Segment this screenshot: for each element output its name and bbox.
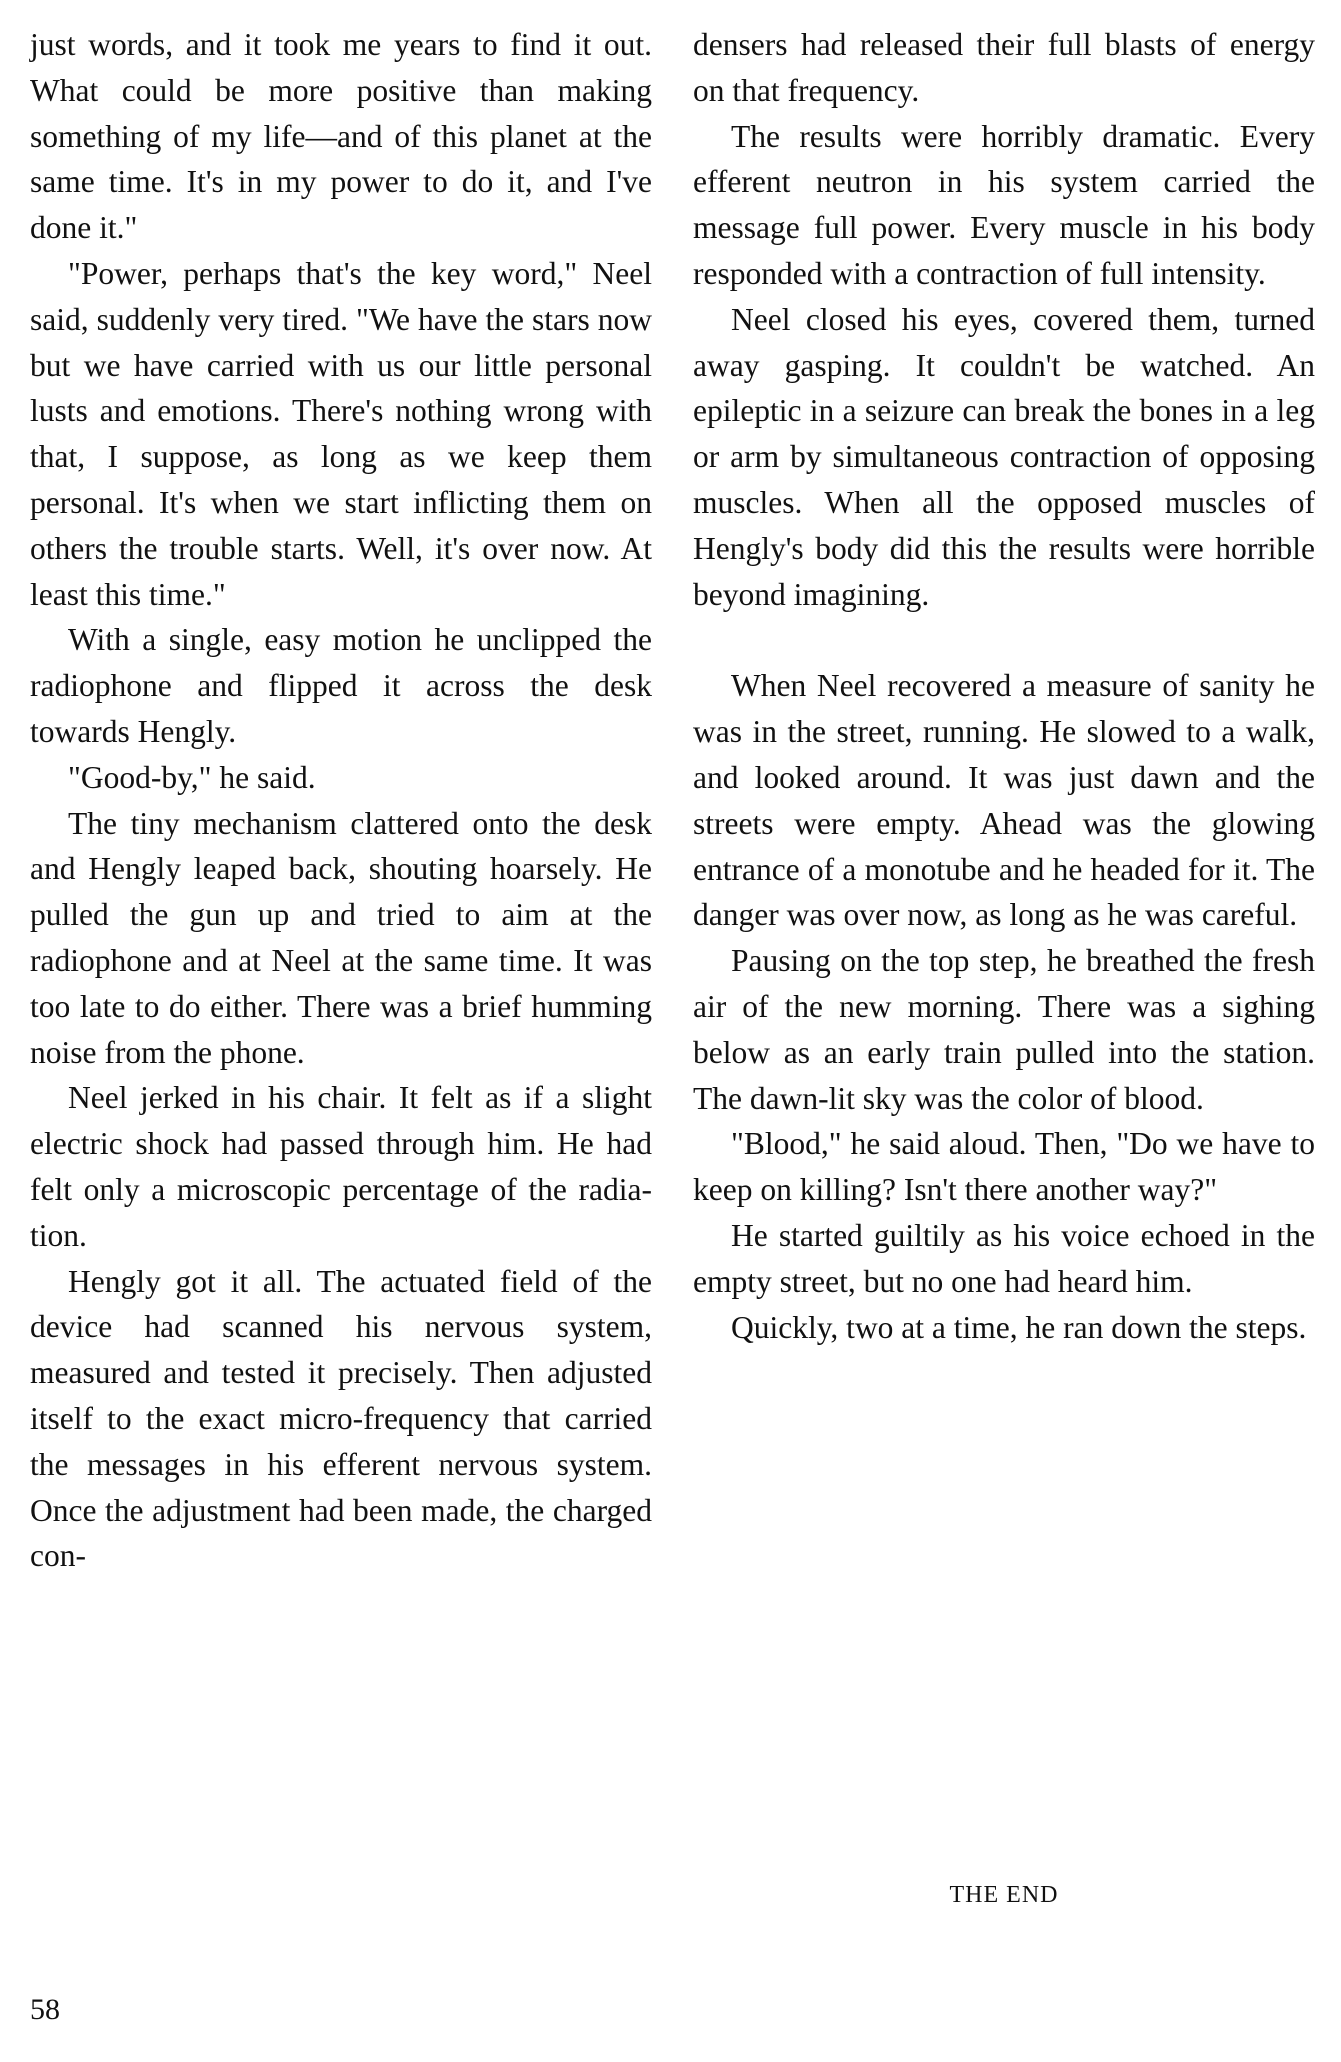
paragraph: The tiny mechanism clattered onto the desk and Hengly leaped back, shouting hoarsely. He pulled the gun up and tried to aim at the radiophone and at Neel at the same time. It was too late to do either. There was a brief humming noise from the phone.	[30, 805, 652, 1070]
paragraph: "Good-by," he said.	[68, 759, 316, 795]
paragraph: He started guiltily as his voice echoed in the empty street, but no one had heard him.	[693, 1217, 1315, 1299]
paragraph: Neel closed his eyes, covered them, turned away gasping. It couldn't be watched. An epileptic in a seizure can break the bones in a leg or arm by simultaneous contraction of opposing muscles. When all the opposed muscles of Hengly's body did this the results were horrible beyond imagining.	[693, 301, 1315, 612]
right-text-column	[693, 22, 1315, 1350]
paragraph: "Power, perhaps that's the key word," Neel said, suddenly very tired. "We have the stars now but we have carried with us our little personal lusts and emotions. There's nothing wrong with that, I suppose, as long as we keep them personal. It's when we start inflicting them on others the trouble starts. Well, it's over now. At least this time."	[30, 255, 652, 612]
page-number: 58	[30, 1993, 60, 2026]
paragraph: densers had released their full blasts of energy on that frequency.	[693, 27, 1315, 108]
paragraph: Neel jerked in his chair. It felt as if a slight electric shock had passed through him. He had felt only a microscopic percentage of the radiation.	[30, 1080, 652, 1253]
paragraph: "Blood," he said aloud. Then, "Do we have to keep on killing? Isn't there another way?"	[693, 1126, 1315, 1208]
paragraph: Pausing on the top step, he breathed the fresh air of the new morning. There was a sighing below as an early train pulled into the station. The dawn-lit sky was the color of blood.	[693, 943, 1315, 1116]
paragraph: When Neel recovered a measure of sanity he was in the street, running. He slowed to a walk, and looked around. It was just dawn and the streets were empty. Ahead was the glowing entrance of a monotube and he headed for it. The danger was over now, as long as he was careful.	[693, 668, 1315, 933]
left-text-column	[30, 22, 652, 1579]
paragraph: With a single, easy motion he unclipped the radiophone and flipped it across the desk towards Hengly.	[30, 622, 652, 749]
paragraph: just words, and it took me years to find it out. What could be more positive than making something of my life—and of this planet at the same time. It's in my power to do it, and I've done it."	[30, 27, 652, 246]
the-end-marker: THE END	[949, 1882, 1059, 1908]
paragraph: Quickly, two at a time, he ran down the steps.	[731, 1309, 1307, 1345]
paragraph: The results were horribly dramatic. Every efferent neutron in his system carried the message full power. Every muscle in his body responded with a contraction of full intensity.	[693, 118, 1315, 291]
paragraph: Hengly got it all. The actuated field of the device had scanned his nervous system, measured and tested it precisely. Then adjusted itself to the exact micro-frequency that carried the messages in his efferent nervous system. Once the adjustment had been made, the charged con-	[30, 1263, 652, 1574]
